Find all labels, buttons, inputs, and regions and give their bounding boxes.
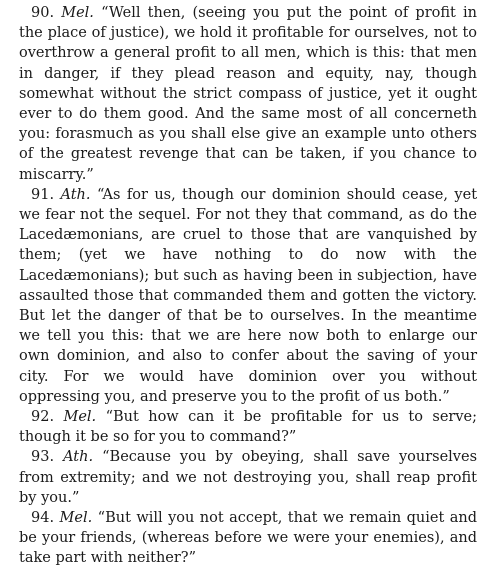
paragraph-text: “But how can it be profitable for us to serve; though it be so for you to command?”	[19, 409, 478, 446]
speaker-label: Ath.	[63, 449, 94, 466]
speaker-label: Ath.	[60, 186, 91, 203]
paragraph-text: “As for us, though our dominion should cease, yet we fear not the sequel. For not they that command, as do the Lacedæmonians, are cruel to those that are vanquished by them; (yet we have nothing to do now with the Lacedæmonians); but such as having been in subjection, have assaulted those that commanded them and gotten the victory. But let the danger of that be to ourselves. In the meantime we tell you this: that we are here now both to enlarge our own dominion, and also to confer about the saving of your city. For we would have dominion over you without oppressing you, and preserve you to the profit of us both.”	[19, 186, 478, 405]
speaker-label: Mel.	[59, 510, 93, 527]
paragraph-number: 94.	[31, 510, 55, 527]
paragraph-92	[19, 407, 477, 447]
paragraph-94	[19, 508, 477, 569]
paragraph-number: 91.	[31, 186, 55, 203]
paragraph-text: “Because you by obeying, shall save yourselves from extremity; and we not destroying you, shall reap profit by you.”	[19, 449, 478, 506]
speaker-label: Mel.	[63, 409, 97, 426]
paragraph-number: 93.	[31, 449, 55, 466]
paragraph-91	[19, 185, 477, 407]
paragraph-93	[19, 447, 477, 508]
speaker-label: Mel.	[61, 5, 94, 21]
paragraph-text: “Well then, (seeing you put the point of profit in the place of justice), we hold it profitable for ourselves, not to overthrow a general profit to all men, which is this: that men in danger, if they plead reason and equity, nay, though somewhat without the strict compass of justice, yet it ought ever to do them good. And the same most of all concerneth you: forasmuch as you shall else give an example unto others of the greatest revenge that can be taken, if you chance to miscarry.”	[19, 5, 478, 183]
paragraph-90	[19, 3, 477, 185]
paragraph-text: “But will you not accept, that we remain quiet and be your friends, (whereas before we were your enemies), and take part with neither?”	[19, 510, 478, 567]
paragraph-number: 92.	[31, 409, 55, 426]
paragraph-number: 90.	[31, 5, 55, 21]
